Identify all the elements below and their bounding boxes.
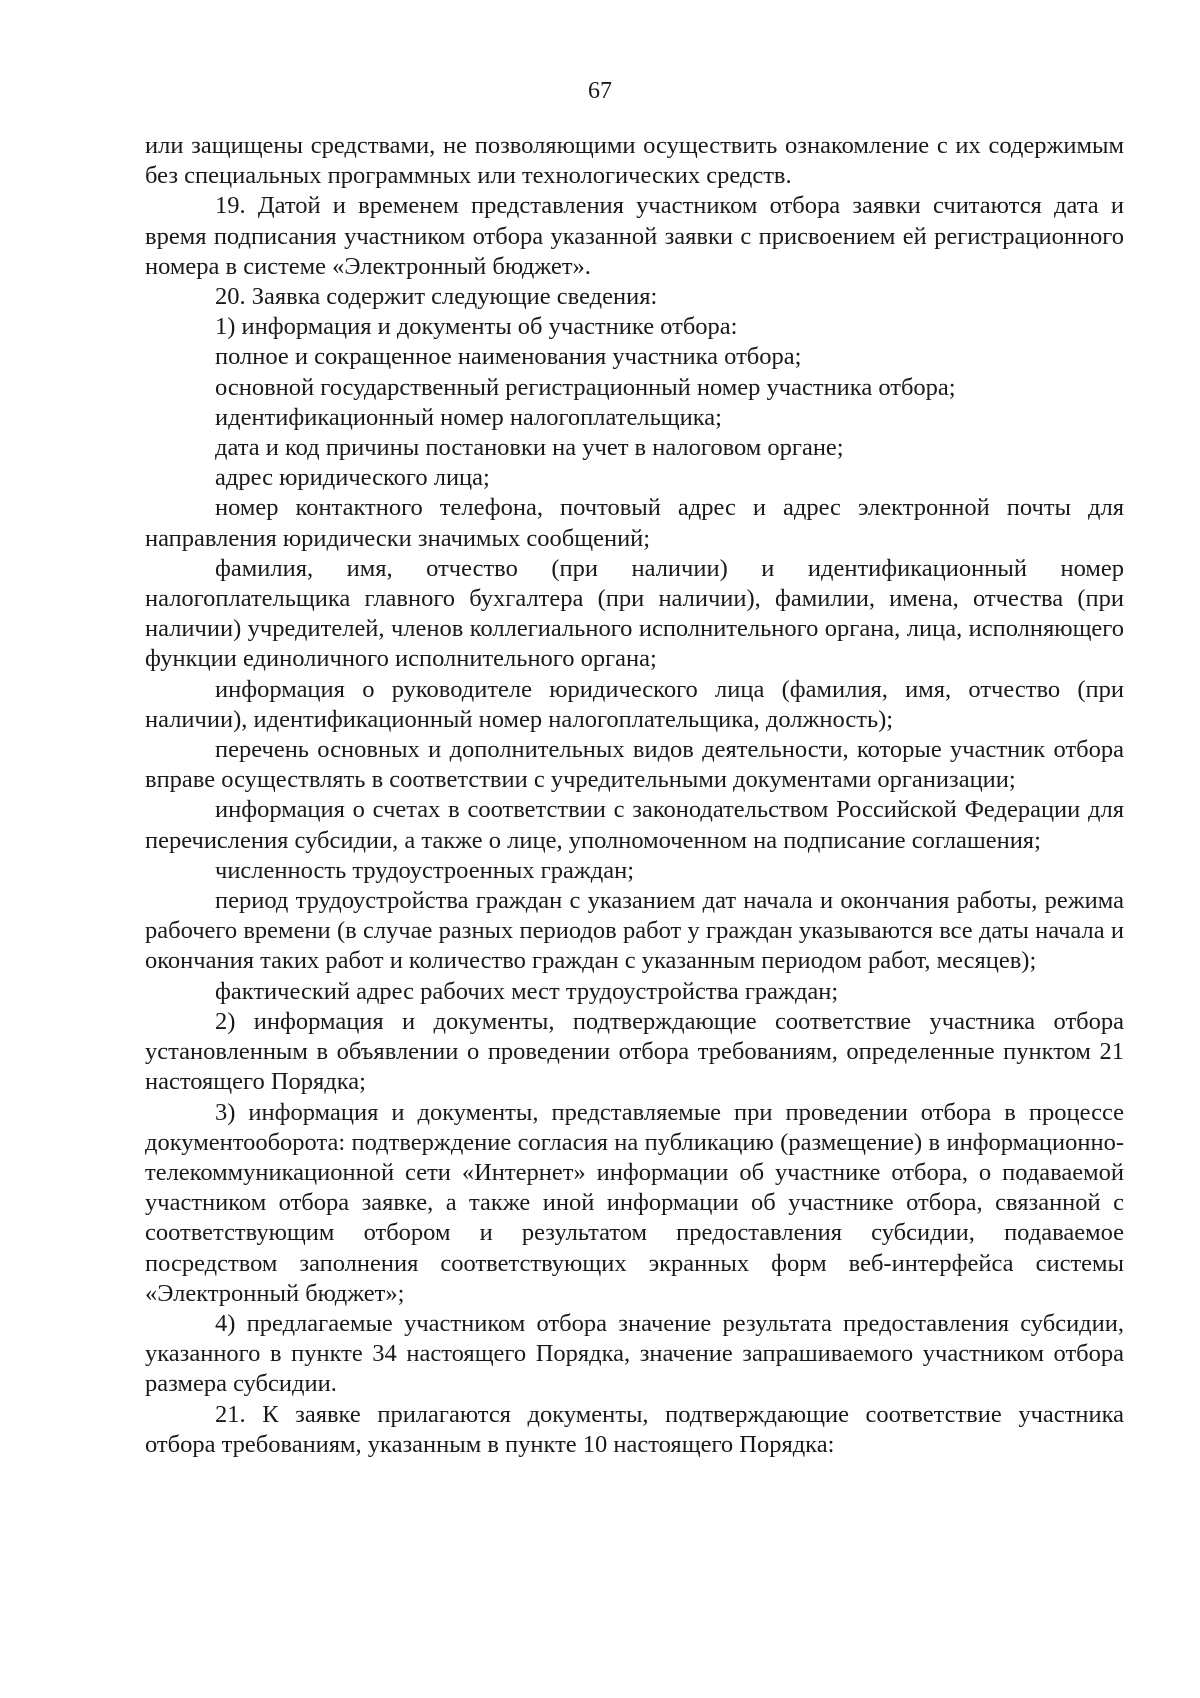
- paragraph: фактический адрес рабочих мест трудоустройства граждан;: [215, 977, 839, 1005]
- paragraph: информация о счетах в соответствии с законодательством Российской Федерации для перечисления субсидии, а также о лице, уполномоченном на подписание соглашения;: [145, 796, 1124, 854]
- paragraph: адрес юридического лица;: [215, 464, 490, 492]
- paragraph: 4) предлагаемые участником отбора значение результата предоставления субсидии, указанного в пункте 34 настоящего Порядка, значение запрашиваемого участником отбора размера субсидии.: [145, 1309, 1124, 1398]
- paragraph: перечень основных и дополнительных видов деятельности, которые участник отбора вправе осуществлять в соответствии с учредительными документами организации;: [145, 736, 1124, 794]
- paragraph: идентификационный номер налогоплательщика;: [215, 403, 722, 431]
- paragraph: 3) информация и документы, представляемые при проведении отбора в процессе документооборота: подтверждение согласия на публикацию (размещение) в информационно-телекоммуникационной сети «Интернет» информации об участнике отбора, о подаваемой участником отбора заявке, а также иной информации об участнике отбора, связанной с соответствующим отбором и результатом предоставления субсидии, подаваемое посредством заполнения соответствующих экранных форм веб-интерфейса системы «Электронный бюджет»;: [145, 1098, 1124, 1307]
- paragraph: или защищены средствами, не позволяющими осуществить ознакомление с их содержимым без специальных программных или технологических средств.: [145, 132, 1124, 190]
- paragraph: дата и код причины постановки на учет в налоговом органе;: [215, 434, 844, 462]
- paragraph: 2) информация и документы, подтверждающие соответствие участника отбора установленным в объявлении о проведении отбора требованиям, определенные пунктом 21 настоящего Порядка;: [145, 1007, 1124, 1096]
- paragraph: 20. Заявка содержит следующие сведения:: [215, 283, 658, 311]
- paragraph: период трудоустройства граждан с указанием дат начала и окончания работы, режима рабочего времени (в случае разных периодов работ у граждан указываются все даты начала и окончания таких работ и количество граждан с указанным периодом работ, месяцев);: [145, 887, 1124, 975]
- paragraph: информация о руководителе юридического лица (фамилия, имя, отчество (при наличии), идентификационный номер налогоплательщика, должность);: [145, 675, 1124, 733]
- document-body: [145, 131, 1124, 1460]
- page-number: 67: [588, 78, 612, 104]
- paragraph: численность трудоустроенных граждан;: [215, 856, 635, 884]
- paragraph: 19. Датой и временем представления участником отбора заявки считаются дата и время подписания участником отбора указанной заявки с присвоением ей регистрационного номера в системе «Электронный бюджет».: [145, 192, 1124, 280]
- paragraph: 21. К заявке прилагаются документы, подтверждающие соответствие участника отбора требованиям, указанным в пункте 10 настоящего Порядка:: [145, 1400, 1124, 1458]
- paragraph: фамилия, имя, отчество (при наличии) и идентификационный номер налогоплательщика главного бухгалтера (при наличии), фамилии, имена, отчества (при наличии) учредителей, членов коллегиального исполнительного органа, лица, исполняющего функции единоличного исполнительного органа;: [145, 554, 1124, 673]
- paragraph: полное и сокращенное наименования участника отбора;: [215, 343, 802, 371]
- paragraph: основной государственный регистрационный номер участника отбора;: [215, 373, 956, 401]
- paragraph: 1) информация и документы об участнике отбора:: [215, 313, 738, 341]
- paragraph: номер контактного телефона, почтовый адрес и адрес электронной почты для направления юридически значимых сообщений;: [145, 494, 1124, 552]
